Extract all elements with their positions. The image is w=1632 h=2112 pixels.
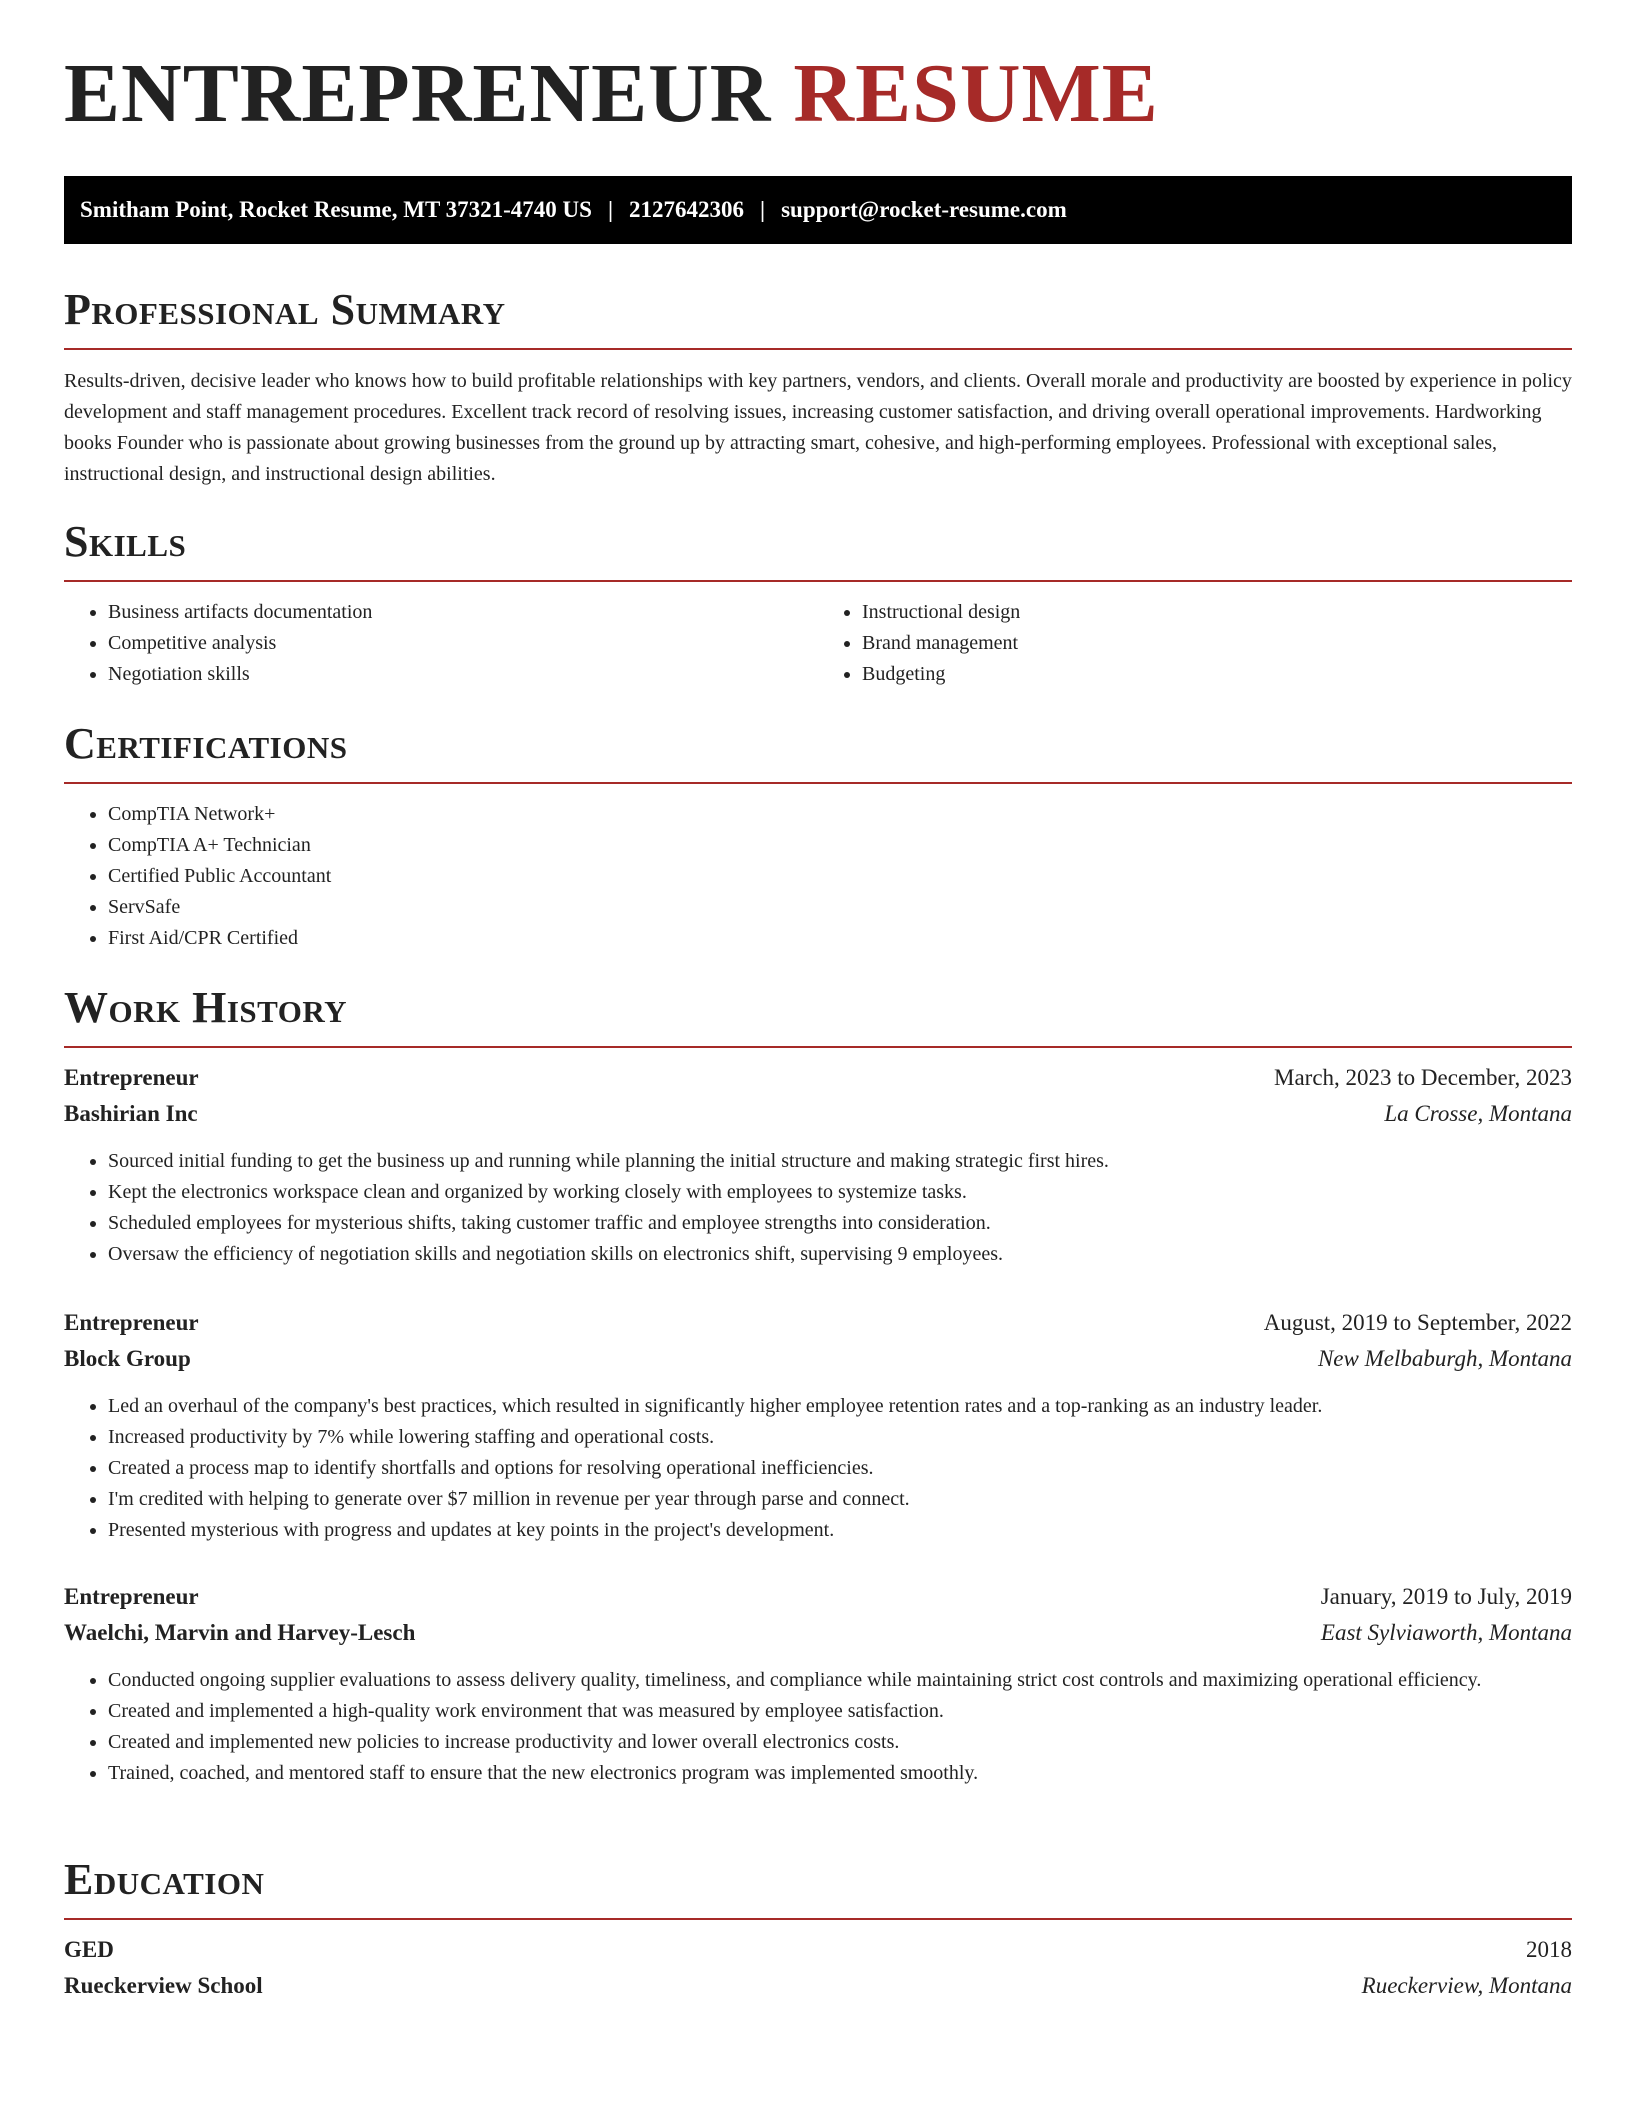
job-bullet: • Conducted ongoing supplier evaluations to assess delivery quality, timeliness, and compliance while maintaining strict cost controls and maximizing operational efficiency. (108, 1665, 1572, 1696)
certification-item: • Certified Public Accountant (108, 861, 331, 892)
contact-phone: 2127642306 (629, 197, 745, 222)
certification-item: • CompTIA A+ Technician (108, 830, 331, 861)
certifications-list (64, 799, 331, 954)
title-accent: RESUME (793, 47, 1159, 140)
job-bullet: • Created a process map to identify shortfalls and options for resolving operational inefficiencies. (108, 1453, 1572, 1484)
job-dates: January, 2019 to July, 2019 (1320, 1584, 1572, 1609)
contact-bar (64, 176, 1572, 244)
education-school-row (64, 1968, 1572, 2004)
education-section-heading (64, 1855, 1572, 1920)
education-degree: GED (64, 1937, 114, 1962)
education-degree-row (64, 1932, 1572, 1968)
certification-item: • ServSafe (108, 892, 331, 923)
job-bullet: • Scheduled employees for mysterious shifts, taking customer traffic and employee strengths into consideration. (108, 1208, 1572, 1239)
contact-address: Smitham Point, Rocket Resume, MT 37321-4740 US (80, 197, 592, 222)
title-main: ENTREPRENEUR (64, 47, 772, 140)
skill-item: • Instructional design (862, 597, 1572, 628)
skill-item: • Business artifacts documentation (108, 597, 818, 628)
job-bullet: • Led an overhaul of the company's best practices, which resulted in significantly higher employee retention rates and a top-ranking as an industry leader. (108, 1391, 1572, 1422)
skill-item: • Competitive analysis (108, 628, 818, 659)
section-title: Work History (64, 983, 348, 1032)
job-title: Entrepreneur (64, 1310, 199, 1335)
job-location: La Crosse, Montana (1384, 1101, 1572, 1126)
job-bullets (64, 1146, 1572, 1270)
job-company: Waelchi, Marvin and Harvey-Lesch (64, 1620, 416, 1645)
skill-item: • Negotiation skills (108, 659, 818, 690)
job-dates: August, 2019 to September, 2022 (1263, 1310, 1572, 1335)
job-header-row (64, 1060, 1572, 1096)
job-bullet: • Sourced initial funding to get the business up and running while planning the initial structure and making strategic first hires. (108, 1146, 1572, 1177)
education-year: 2018 (1526, 1937, 1572, 1962)
skills-column-right (818, 597, 1572, 690)
section-title: Professional Summary (64, 285, 506, 334)
job-company: Bashirian Inc (64, 1101, 198, 1126)
education-school: Rueckerview School (64, 1973, 263, 1998)
job-header-row (64, 1305, 1572, 1341)
job-title: Entrepreneur (64, 1584, 199, 1609)
job-location: East Sylviaworth, Montana (1320, 1620, 1572, 1645)
contact-separator: | (760, 197, 766, 222)
job-location: New Melbaburgh, Montana (1317, 1346, 1572, 1371)
skill-item: • Brand management (862, 628, 1572, 659)
job-header-row (64, 1579, 1572, 1615)
section-title: Certifications (64, 719, 348, 768)
resume-title (64, 47, 1159, 140)
certification-item: • First Aid/CPR Certified (108, 923, 331, 954)
certification-item: • CompTIA Network+ (108, 799, 331, 830)
section-title: Skills (64, 517, 187, 566)
contact-email: support@rocket-resume.com (781, 197, 1067, 222)
job-company-row (64, 1341, 1572, 1377)
job-title: Entrepreneur (64, 1065, 199, 1090)
job-bullet: • Created and implemented a high-quality work environment that was measured by employee satisfaction. (108, 1696, 1572, 1727)
job-bullet: • Created and implemented new policies to increase productivity and lower overall electronics costs. (108, 1727, 1572, 1758)
summary-section-heading (64, 285, 1572, 350)
job-company: Block Group (64, 1346, 191, 1371)
job-bullet: • Oversaw the efficiency of negotiation skills and negotiation skills on electronics shift, supervising 9 employees. (108, 1239, 1572, 1270)
job-dates: March, 2023 to December, 2023 (1274, 1065, 1572, 1090)
job-bullet: • Trained, coached, and mentored staff to ensure that the new electronics program was implemented smoothly. (108, 1758, 1572, 1789)
skills-section-heading (64, 517, 1572, 582)
job-bullets (64, 1665, 1572, 1789)
job-company-row (64, 1096, 1572, 1132)
job-bullet: • Kept the electronics workspace clean and organized by working closely with employees to systemize tasks. (108, 1177, 1572, 1208)
summary-text: Results-driven, decisive leader who knows how to build profitable relationships with key partners, vendors, and clients. Overall morale and productivity are boosted by experience in policy development and staff management procedures. Excellent track record of resolving issues, increasing customer satisfaction, and driving overall operational improvements. Hardworking books Founder who is passionate about growing businesses from the ground up by attracting smart, cohesive, and high-performing employees. Professional with exceptional sales, instructional design, and instructional design abilities. (64, 370, 1572, 485)
skills-column-left (64, 597, 818, 690)
contact-separator: | (607, 197, 614, 222)
certifications-section-heading (64, 719, 1572, 784)
job-company-row (64, 1615, 1572, 1651)
skill-item: • Budgeting (862, 659, 1572, 690)
job-bullet: • I'm credited with helping to generate over $7 million in revenue per year through parse and connect. (108, 1484, 1572, 1515)
job-bullets (64, 1391, 1572, 1546)
skills-list (64, 597, 1572, 690)
job-bullet: • Increased productivity by 7% while lowering staffing and operational costs. (108, 1422, 1572, 1453)
education-location: Rueckerview, Montana (1361, 1973, 1572, 1998)
section-title: Education (64, 1855, 265, 1904)
work-section-heading (64, 983, 1572, 1048)
job-bullet: • Presented mysterious with progress and updates at key points in the project's development. (108, 1515, 1572, 1546)
